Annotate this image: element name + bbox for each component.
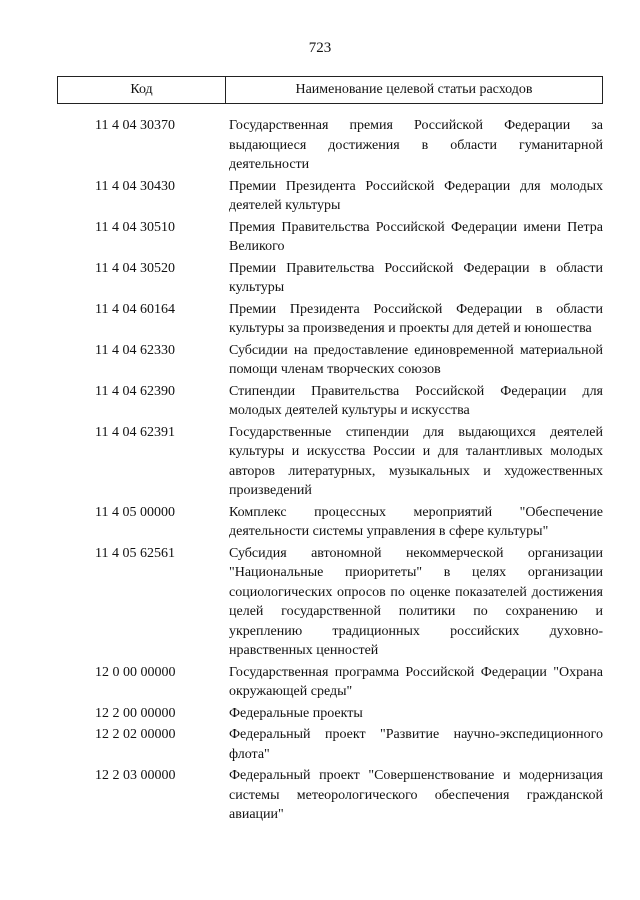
table-row: [0, 116, 640, 175]
row-name: Федеральные проекты: [229, 705, 363, 721]
row-code: 11 4 05 00000: [95, 504, 175, 520]
row-code: 12 2 03 00000: [95, 768, 176, 783]
row-code: 11 4 04 30520: [95, 260, 175, 276]
row-name: Субсидия автономной некоммерческой организации "Национальные приоритеты" в целях организации социологических опросов по оценке показателей достижения целей государственной политики по сохранению и укреплению традиционных российских духовно-нравственных ценностей: [229, 545, 603, 658]
row-code: 11 4 04 30430: [95, 178, 175, 194]
table-row: [0, 177, 640, 216]
table-header: [57, 76, 603, 104]
header-code: Код: [58, 77, 226, 103]
row-name: Федеральный проект "Развитие научно-экспедиционного флота": [229, 727, 603, 762]
row-name: Стипендии Правительства Российской Федерации для молодых деятелей культуры и искусства: [229, 383, 603, 418]
row-code: 11 4 04 62390: [95, 383, 175, 399]
row-name: Государственная программа Российской Федерации "Охрана окружающей среды": [229, 664, 603, 699]
page-number: 723: [308, 40, 332, 56]
row-code: 12 0 00 00000: [95, 664, 176, 680]
table-row: [0, 766, 640, 825]
table-row: [0, 300, 640, 339]
row-name: Премии Президента Российской Федерации в области культуры за произведения и проекты для детей и юношества: [229, 301, 603, 336]
table-row: [0, 704, 640, 724]
row-name: Федеральный проект "Совершенствование и модернизация системы метеорологического обеспечения гражданской авиации": [229, 768, 603, 822]
header-name: Наименование целевой статьи расходов: [295, 82, 533, 97]
table-row: [0, 503, 640, 542]
table-row: [0, 382, 640, 421]
table-row: [0, 423, 640, 501]
table-row: [0, 341, 640, 380]
row-name: Государственные стипендии для выдающихся деятелей культуры и искусства России и для талантливых молодых авторов литературных, музыкальных и художественных произведений: [229, 424, 603, 498]
row-name: Государственная премия Российской Федерации за выдающиеся достижения в области гуманитарной деятельности: [229, 118, 603, 172]
table-row: [0, 544, 640, 661]
row-code: 11 4 04 60164: [95, 301, 175, 317]
row-code: 11 4 04 30510: [95, 219, 175, 235]
row-name: Премии Президента Российской Федерации для молодых деятелей культуры: [229, 178, 603, 213]
row-name: Комплекс процессных мероприятий "Обеспечение деятельности системы управления в сфере культуры": [229, 504, 603, 539]
row-code: 11 4 04 62330: [95, 342, 175, 358]
table-row: [0, 725, 640, 764]
row-code: 12 2 02 00000: [95, 727, 176, 742]
row-name: Премия Правительства Российской Федерации имени Петра Великого: [229, 219, 603, 254]
row-code: 11 4 04 62391: [95, 424, 175, 440]
table-body: [0, 116, 640, 827]
row-name: Премии Правительства Российской Федерации в области культуры: [229, 260, 603, 295]
table-row: [0, 259, 640, 298]
row-code: 11 4 04 30370: [95, 118, 175, 133]
row-code: 11 4 05 62561: [95, 545, 175, 561]
row-code: 12 2 00 00000: [95, 705, 176, 721]
table-row: [0, 218, 640, 257]
table-row: [0, 663, 640, 702]
row-name: Субсидии на предоставление единовременной материальной помощи членам творческих союзов: [229, 342, 603, 377]
